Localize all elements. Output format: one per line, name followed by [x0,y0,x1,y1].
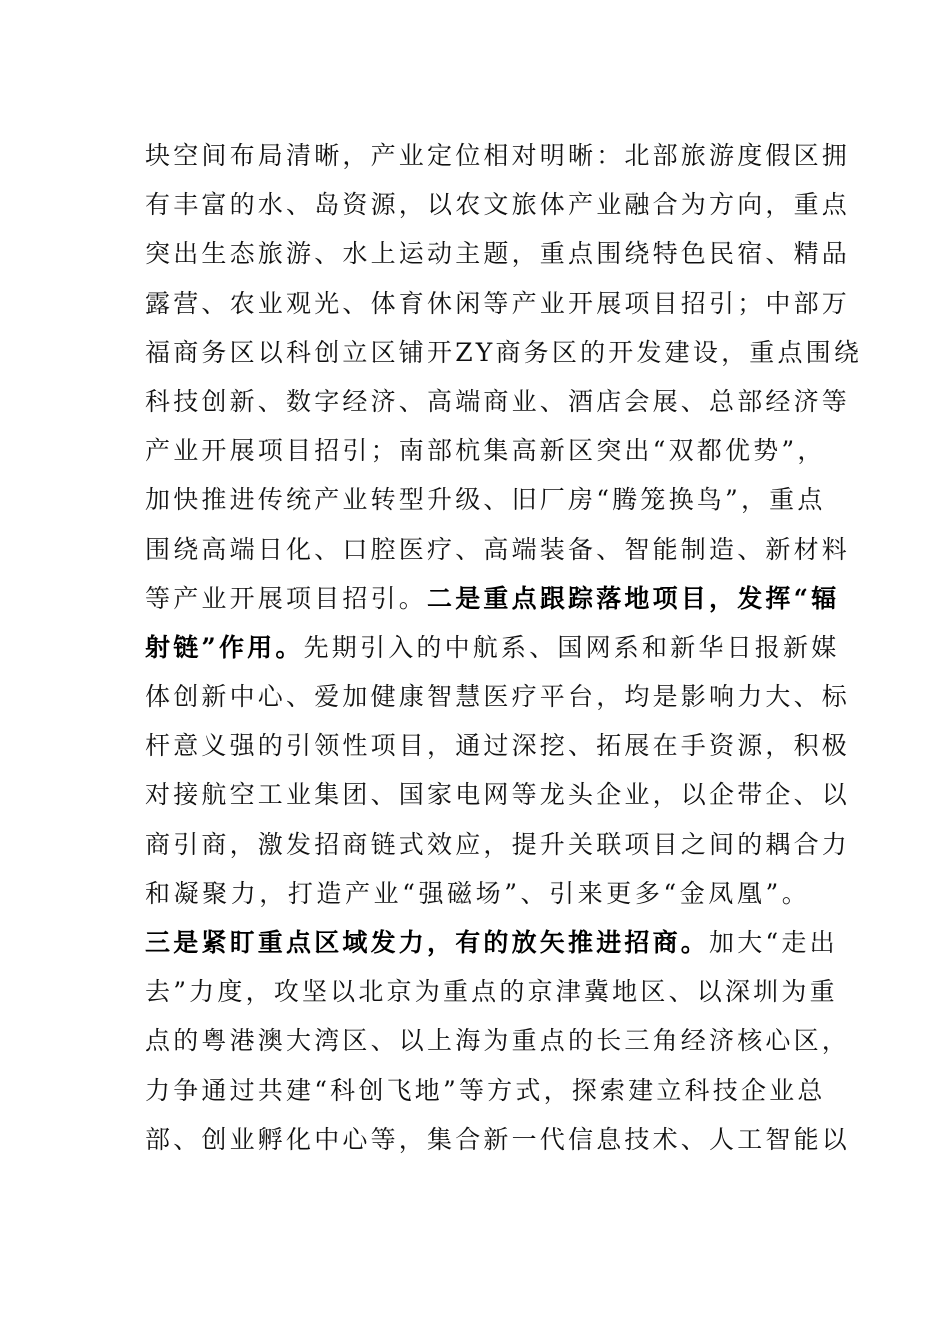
body-text: 商引商，激发招商链式效应，提升关联项目之间的耦合力 [145,829,851,859]
body-text: 部、创业孵化中心等，集合新一代信息技术、人工智能以 [145,1124,851,1154]
text-line [145,623,840,672]
text-line [145,180,851,229]
text-line [145,869,810,918]
body-text: 杆意义强的引领性项目，通过深挖、拓展在手资源，积极 [145,731,851,761]
text-line [145,820,851,869]
body-text: 突出生态旅游、水上运动主题，重点围绕特色民宿、精品 [145,239,851,269]
bold-heading-text: 三是紧盯重点区域发力，有的放矢推进招商。 [145,928,710,957]
text-line [145,377,851,426]
text-line [145,426,826,475]
text-line [145,672,851,721]
body-text: 有丰富的水、岛资源，以农文旅体产业融合为方向，重点 [145,190,851,220]
text-line [145,1115,851,1164]
text-line [145,279,851,328]
text-line [145,918,838,967]
body-text: 产业开展项目招引；南部杭集高新区突出“双都优势”， [145,436,826,466]
body-paragraph [145,131,863,1164]
text-line [145,131,851,180]
text-line [145,770,851,819]
body-text: 体创新中心、爱加健康智慧医疗平台，均是影响力大、标 [145,682,851,712]
bold-heading-text: 二是重点跟踪落地项目，发挥“辐 [427,583,840,613]
body-text: 先期引入的中航系、国网系和新华日报新媒 [303,632,840,662]
body-text: 块空间布局清晰，产业定位相对明晰：北部旅游度假区拥 [145,141,851,170]
text-line [145,229,851,278]
text-line [145,475,826,524]
text-line [145,328,863,377]
body-text: 点的粤港澳大湾区、以上海为重点的长三角经济核心区， [145,1026,851,1056]
body-text: 加快推进传统产业转型升级、旧厂房“腾笼换鸟”，重点 [145,485,826,515]
body-text: 科技创新、数字经济、高端商业、酒店会展、总部经济等 [145,386,851,416]
body-text: 对接航空工业集团、国家电网等龙头企业，以企带企、以 [145,780,851,810]
body-text: 露营、农业观光、体育休闲等产业开展项目招引；中部万 [145,288,851,318]
text-line [145,1066,826,1115]
text-line [145,721,851,770]
body-text: 力争通过共建“科创飞地”等方式，探索建立科技企业总 [145,1075,826,1105]
body-text: 去”力度，攻坚以北京为重点的京津冀地区、以深圳为重 [145,977,838,1007]
text-line [145,574,840,623]
body-text: 等产业开展项目招引。 [145,583,428,613]
text-line [145,967,838,1016]
bold-heading-text: 射链”作用。 [145,632,304,662]
text-line [145,1016,851,1065]
body-text: 围绕高端日化、口腔医疗、高端装备、智能制造、新材料 [145,534,851,564]
body-text: 和凝聚力，打造产业“强磁场”、引来更多“金凤凰”。 [145,878,810,908]
body-text: 加大“走出 [709,928,838,957]
body-text: 福商务区以科创立区铺开ZY商务区的开发建设，重点围绕 [145,337,863,367]
text-line [145,525,851,574]
